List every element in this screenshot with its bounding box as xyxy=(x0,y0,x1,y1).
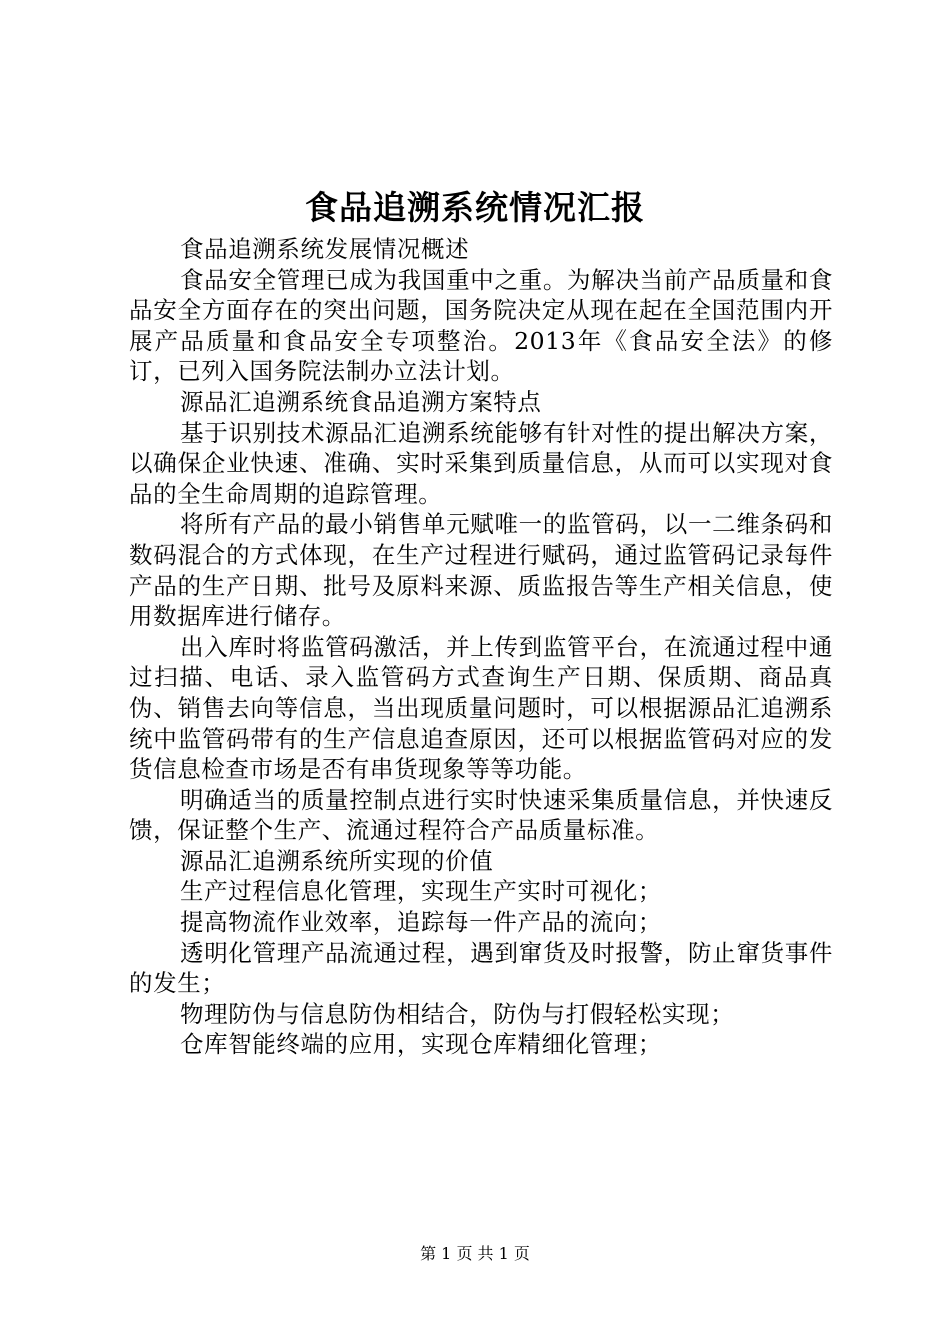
document-title: 食品追溯系统情况汇报 xyxy=(305,188,645,227)
paragraph-supervision-code: 将所有产品的最小销售单元赋唯一的监管码，以一二维条码和数码混合的方式体现，在生产过程进行赋码，通过监管码记录每件产品的生产日期、批号及原料来源、质监报告等生产相关信息，使用数据库进行储存。 xyxy=(129,510,833,631)
list-item-production: 生产过程信息化管理，实现生产实时可视化； xyxy=(180,877,662,906)
paragraph-identification-tech: 基于识别技术源品汇追溯系统能够有针对性的提出解决方案，以确保企业快速、准确、实时采集到质量信息，从而可以实现对食品的全生命周期的追踪管理。 xyxy=(129,418,833,508)
list-item-anti-counterfeit: 物理防伪与信息防伪相结合，防伪与打假轻松实现； xyxy=(180,999,735,1028)
list-item-logistics: 提高物流作业效率，追踪每一件产品的流向； xyxy=(180,908,662,937)
document-body xyxy=(129,234,833,1060)
section-heading-overview: 食品追溯系统发展情况概述 xyxy=(180,235,470,263)
paragraph-warehouse-activation: 出入库时将监管码激活，并上传到监管平台，在流通过程中通过扫描、电话、录入监管码方式查询生产日期、保质期、商品真伪、销售去向等信息，当出现质量问题时，可以根据源品汇追溯系统中监管码带有的生产信息追查原因，还可以根据监管码对应的发货信息检查市场是否有串货现象等等功能。 xyxy=(129,632,833,784)
paragraph-food-safety: 食品安全管理已成为我国重中之重。为解决当前产品质量和食品安全方面存在的突出问题，国务院决定从现在起在全国范围内开展产品质量和食品安全专项整治。2013年《食品安全法》的修订，已列入国务院法制办立法计划。 xyxy=(129,265,833,386)
page-footer: 第 1 页 共 1 页 xyxy=(420,1244,530,1263)
list-item-transparency: 透明化管理产品流通过程，遇到窜货及时报警，防止窜货事件的发生； xyxy=(129,938,833,998)
section-heading-value: 源品汇追溯系统所实现的价值 xyxy=(180,846,494,875)
section-heading-features: 源品汇追溯系统食品追溯方案特点 xyxy=(180,387,542,416)
list-item-warehouse-terminal: 仓库智能终端的应用，实现仓库精细化管理； xyxy=(180,1030,662,1059)
paragraph-quality-control: 明确适当的质量控制点进行实时快速采集质量信息，并快速反馈，保证整个生产、流通过程符合产品质量标准。 xyxy=(129,785,833,845)
